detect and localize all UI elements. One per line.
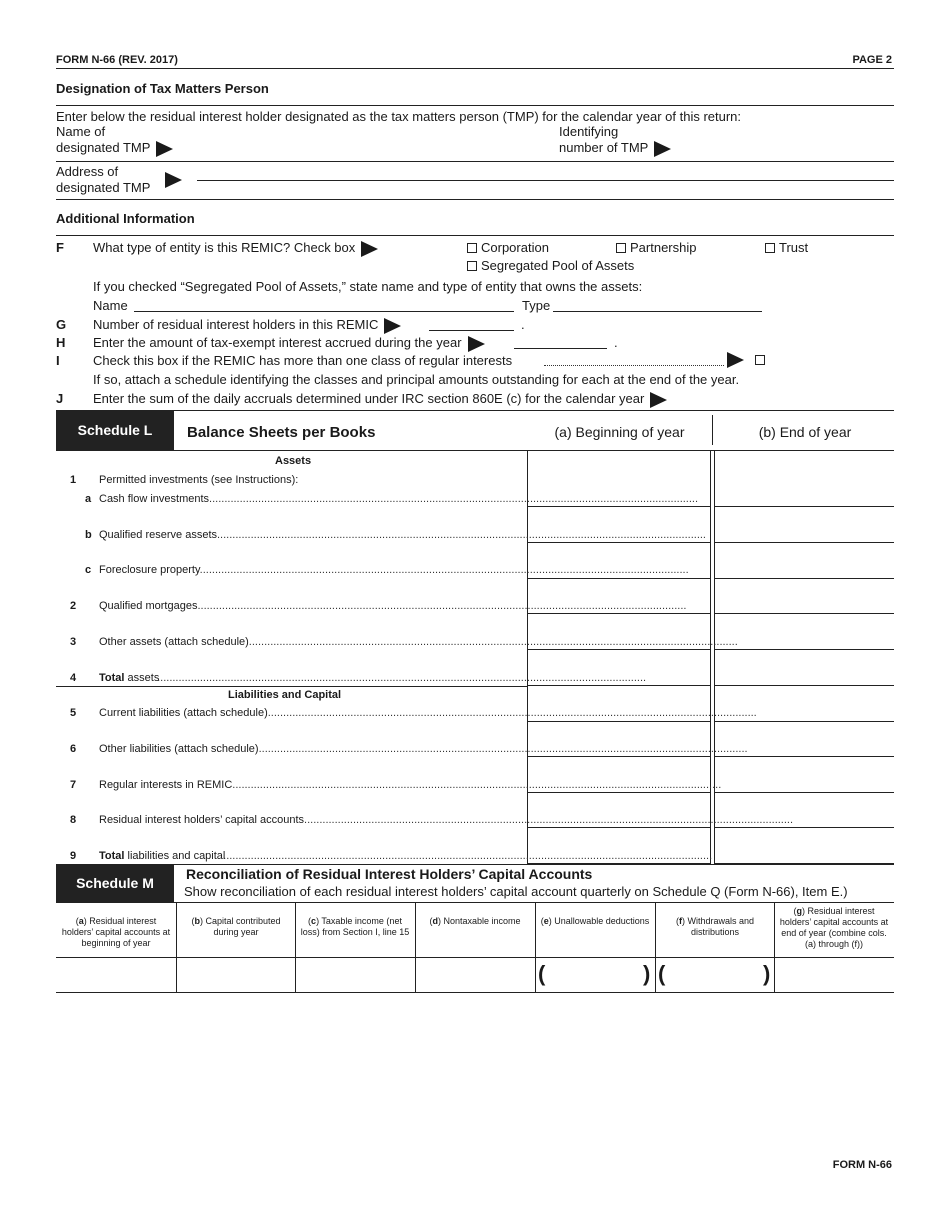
line-number: 9 xyxy=(70,850,77,862)
tmp-rule-mid xyxy=(56,161,894,162)
col-label: Residual interest holders’ capital accounts at beginning of year xyxy=(61,916,171,948)
option-trust[interactable] xyxy=(765,240,808,255)
arrow-icon xyxy=(361,241,378,257)
line-h-field[interactable] xyxy=(514,348,607,349)
amount-cell-end[interactable] xyxy=(715,579,894,614)
amount-cell-beginning[interactable] xyxy=(528,722,710,757)
seg-name-label: Name xyxy=(93,298,128,313)
line-h-text xyxy=(93,335,485,352)
tmp-address-line-1[interactable] xyxy=(197,180,894,181)
col-letter: e xyxy=(543,916,549,926)
col-label: Unallowable deductions xyxy=(551,916,650,926)
col-label: Residual interest holders’ capital accounts at end of year (combine cols. (a) through (f)) xyxy=(779,906,889,949)
schedule-m-col-header: (e) Unallowable deductions xyxy=(540,916,650,926)
schedule-m-divider xyxy=(176,902,177,992)
schedule-m-col-header: (g) Residual interest holders’ capital accounts at end of year (combine cols. (a) through (f)) xyxy=(779,906,889,949)
checkbox-icon[interactable] xyxy=(467,261,477,271)
line-label: Other liabilities (attach schedule) xyxy=(99,743,259,755)
option-partnership-label: Partnership xyxy=(630,240,697,255)
col-label: Capital contributed during year xyxy=(202,916,281,937)
leader-dots: ................................................................................................................................................................ xyxy=(223,850,713,862)
line-i-text: Check this box if the REMIC has more than one class of regular interests xyxy=(93,353,513,368)
additional-title: Additional Information xyxy=(56,211,195,226)
amount-cell-end[interactable] xyxy=(715,793,894,828)
col-label: Withdrawals and distributions xyxy=(684,916,755,937)
footer-form: FORM N-66 xyxy=(832,1159,892,1171)
line-label: liabilities and capital xyxy=(124,850,226,862)
arrow-icon xyxy=(654,141,671,157)
line-number: 4 xyxy=(70,672,77,684)
amount-cell-beginning[interactable] xyxy=(528,757,710,793)
tmp-address-label-1: Address of xyxy=(56,164,119,179)
schedule-m-divider xyxy=(535,902,536,992)
line-number: 5 xyxy=(70,707,77,719)
line-g-field[interactable] xyxy=(429,330,514,331)
schedule-m-input-cell[interactable] xyxy=(177,958,295,992)
line-number: 7 xyxy=(70,779,77,791)
amount-cell-beginning[interactable] xyxy=(528,828,710,864)
amount-cell-end[interactable] xyxy=(715,614,894,650)
checkbox-icon[interactable] xyxy=(467,243,477,253)
amount-cell-beginning[interactable] xyxy=(528,614,710,650)
additional-rule xyxy=(56,235,894,236)
schedule-m-input-cell[interactable] xyxy=(775,958,893,992)
schedule-m-rule-header xyxy=(56,902,894,903)
seg-type-field[interactable] xyxy=(553,311,762,312)
leader-dots: ................................................................................................................................................................ xyxy=(209,493,699,505)
tmp-name-label-1: Name of xyxy=(56,124,106,139)
assets-heading: Assets xyxy=(275,455,312,467)
schedule-m-rule-bottom xyxy=(56,992,894,993)
line-g-letter: G xyxy=(56,317,67,332)
tmp-address-label xyxy=(56,164,150,196)
amount-cell-end[interactable] xyxy=(715,450,894,507)
schedule-m-input-cell[interactable] xyxy=(656,958,774,992)
col-a-header: (a) Beginning of year xyxy=(554,424,685,440)
line-f-letter: F xyxy=(56,240,64,255)
checkbox-icon[interactable] xyxy=(616,243,626,253)
line-i-checkbox[interactable] xyxy=(755,355,765,365)
schedule-m-divider xyxy=(655,902,656,992)
line-text xyxy=(99,474,298,486)
period: . xyxy=(614,335,618,350)
amount-cell-end[interactable] xyxy=(715,543,894,579)
line-i-letter: I xyxy=(56,353,60,368)
line-number: 1 xyxy=(70,474,77,486)
option-segregated-label: Segregated Pool of Assets xyxy=(481,258,635,273)
amount-cell-end[interactable] xyxy=(715,507,894,543)
col-label: Nontaxable income xyxy=(440,916,521,926)
line-h-letter: H xyxy=(56,335,66,350)
header-rule xyxy=(56,68,894,69)
schedule-m-col-header: (d) Nontaxable income xyxy=(429,916,521,926)
line-g-label: Number of residual interest holders in this REMIC xyxy=(93,317,379,332)
line-bold-text: Total xyxy=(99,850,125,862)
schedule-m-col-header: (b) Capital contributed during year xyxy=(191,916,281,937)
arrow-icon xyxy=(727,352,744,368)
schedule-l-title: Balance Sheets per Books xyxy=(187,424,376,441)
grid-line-mid-1 xyxy=(710,450,711,864)
leader-dots: ................................................................................................................................................................ xyxy=(248,636,738,648)
amount-cell-beginning[interactable] xyxy=(528,579,710,614)
leader-dots: ................................................................................................................................................................ xyxy=(267,707,757,719)
arrow-icon xyxy=(384,318,401,334)
form-id: FORM N-66 (REV. 2017) xyxy=(56,54,178,66)
schedule-m-input-cell[interactable] xyxy=(296,958,414,992)
col-letter: c xyxy=(311,916,317,926)
segregated-instructions: If you checked “Segregated Pool of Assets,” state name and type of entity that owns the assets: xyxy=(93,279,643,294)
schedule-m-divider xyxy=(774,902,775,992)
line-bold-text: Total xyxy=(99,672,125,684)
line-f-text xyxy=(93,240,378,257)
schedule-m-subtitle: Show reconciliation of each residual interest holders’ capital account quarterly on Schedule Q (Form N-66), Item E.) xyxy=(184,884,848,899)
paren-close-e: ) xyxy=(643,961,651,986)
tmp-id-field[interactable] xyxy=(696,140,891,158)
tmp-section-title: Designation of Tax Matters Person xyxy=(56,81,269,96)
arrow-icon xyxy=(165,172,182,188)
line-g-text xyxy=(93,317,401,334)
line-label: Qualified reserve assets xyxy=(99,529,217,541)
header-divider xyxy=(712,415,713,445)
line-label: Foreclosure property xyxy=(99,564,201,576)
leader-dots: ................................................................................................................................................................ xyxy=(197,600,687,612)
line-number: 2 xyxy=(70,600,77,612)
line-number: 8 xyxy=(70,814,77,826)
tmp-id-label-1: Identifying xyxy=(559,124,619,139)
schedule-m-divider xyxy=(415,902,416,992)
assets-liab-divider xyxy=(56,686,528,687)
leader-dots: ................................................................................................................................................................ xyxy=(199,564,689,576)
schedule-m-tag: Schedule M xyxy=(56,865,174,902)
tmp-intro: Enter below the residual interest holder designated as the tax matters person (TMP) for the calendar year of this return: xyxy=(56,109,742,124)
tmp-rule-top xyxy=(56,105,894,106)
paren-open-f: ( xyxy=(658,961,666,986)
line-label: Cash flow investments xyxy=(99,493,210,505)
col-b-header: (b) End of year xyxy=(758,424,852,440)
leader-dots: ................................................................................................................................................................ xyxy=(217,529,706,541)
option-trust-label: Trust xyxy=(779,240,809,255)
paren-close-f: ) xyxy=(763,961,771,986)
tmp-address-line-2[interactable] xyxy=(56,199,894,200)
amount-cell-end[interactable] xyxy=(715,650,894,686)
seg-name-field[interactable] xyxy=(134,311,514,312)
schedule-m-title: Reconciliation of Residual Interest Holders’ Capital Accounts xyxy=(186,866,593,882)
option-corporation[interactable] xyxy=(467,240,549,255)
tmp-id-label xyxy=(559,124,671,157)
line-label: Permitted investments (see Instructions): xyxy=(99,474,299,486)
col-letter: a xyxy=(78,916,84,926)
col-letter: b xyxy=(194,916,200,926)
line-sub-letter: b xyxy=(85,529,92,541)
line-j-label: Enter the sum of the daily accruals determined under IRC section 860E (c) for the calendar year xyxy=(93,391,645,406)
line-sub-letter: a xyxy=(85,493,92,505)
seg-type-label: Type xyxy=(522,298,551,313)
amount-cell-end[interactable] xyxy=(715,757,894,793)
amount-cell-end[interactable] xyxy=(715,686,894,722)
line-sub-letter: c xyxy=(85,564,92,576)
amount-cell-beginning[interactable] xyxy=(528,793,710,828)
option-corporation-label: Corporation xyxy=(481,240,549,255)
schedule-m-input-cell[interactable] xyxy=(57,958,175,992)
option-segregated[interactable] xyxy=(467,258,634,273)
line-f-label: What type of entity is this REMIC? Check box xyxy=(93,240,356,255)
line-number: 6 xyxy=(70,743,77,755)
tmp-address-label-2: designated TMP xyxy=(56,180,151,195)
line-j-letter: J xyxy=(56,391,64,406)
line-label: Current liabilities (attach schedule) xyxy=(99,707,268,719)
arrow-icon xyxy=(468,336,485,352)
schedule-m-rule-top xyxy=(56,864,894,865)
schedule-m-col-header: (f) Withdrawals and distributions xyxy=(675,916,755,937)
amount-cell-end[interactable] xyxy=(715,828,894,864)
line-number: 3 xyxy=(70,636,77,648)
schedule-l-rule-top xyxy=(56,410,894,411)
schedule-m-col-header: (a) Residual interest holders’ capital accounts at beginning of year xyxy=(61,916,171,948)
schedule-m-input-cell[interactable] xyxy=(416,958,534,992)
page-number: PAGE 2 xyxy=(852,54,892,66)
arrow-icon xyxy=(650,392,667,408)
leader-dots: ................................................................................................................................................................ xyxy=(304,814,794,826)
line-label: assets xyxy=(124,672,160,684)
schedule-m-col-header: (c) Taxable income (net loss) from Section I, line 15 xyxy=(300,916,410,937)
tmp-id-label-2: number of TMP xyxy=(559,140,649,155)
col-letter: g xyxy=(796,906,802,916)
line-j-text xyxy=(93,391,667,408)
amount-cell-beginning[interactable] xyxy=(528,450,710,507)
amount-cell-beginning[interactable] xyxy=(528,686,710,722)
period: . xyxy=(521,317,525,332)
paren-open-e: ( xyxy=(538,961,546,986)
amount-cell-end[interactable] xyxy=(715,722,894,757)
tmp-name-label-2: designated TMP xyxy=(56,140,151,155)
schedule-m-divider xyxy=(295,902,296,992)
line-label: Residual interest holders’ capital accounts xyxy=(99,814,305,826)
amount-cell-beginning[interactable] xyxy=(528,543,710,579)
line-i-note: If so, attach a schedule identifying the classes and principal amounts outstanding for each at the end of the year. xyxy=(93,372,740,387)
schedule-m-input-cell[interactable] xyxy=(536,958,654,992)
line-h-label: Enter the amount of tax-exempt interest accrued during the year xyxy=(93,335,462,350)
leader-dots: ................................................................................................................................................................ xyxy=(232,779,722,791)
line-label: Other assets (attach schedule) xyxy=(99,636,249,648)
option-partnership[interactable] xyxy=(616,240,696,255)
amount-cell-beginning[interactable] xyxy=(528,507,710,543)
amount-cell-beginning[interactable] xyxy=(528,650,710,686)
checkbox-icon[interactable] xyxy=(765,243,775,253)
line-label: Qualified mortgages xyxy=(99,600,198,612)
leader-dots: ................................................................................................................................................................ xyxy=(258,743,748,755)
leader-dots xyxy=(544,365,724,366)
col-letter: d xyxy=(432,916,438,926)
schedule-l-tag: Schedule L xyxy=(56,411,174,450)
tmp-name-field[interactable] xyxy=(196,140,556,158)
col-label: Taxable income (net loss) from Section I, line 15 xyxy=(300,916,410,937)
line-label: Regular interests in REMIC xyxy=(99,779,233,791)
liabilities-heading: Liabilities and Capital xyxy=(228,689,342,701)
leader-dots: ................................................................................................................................................................ xyxy=(157,672,647,684)
tmp-name-label xyxy=(56,124,173,157)
arrow-icon xyxy=(156,141,173,157)
col-letter: f xyxy=(678,916,682,926)
